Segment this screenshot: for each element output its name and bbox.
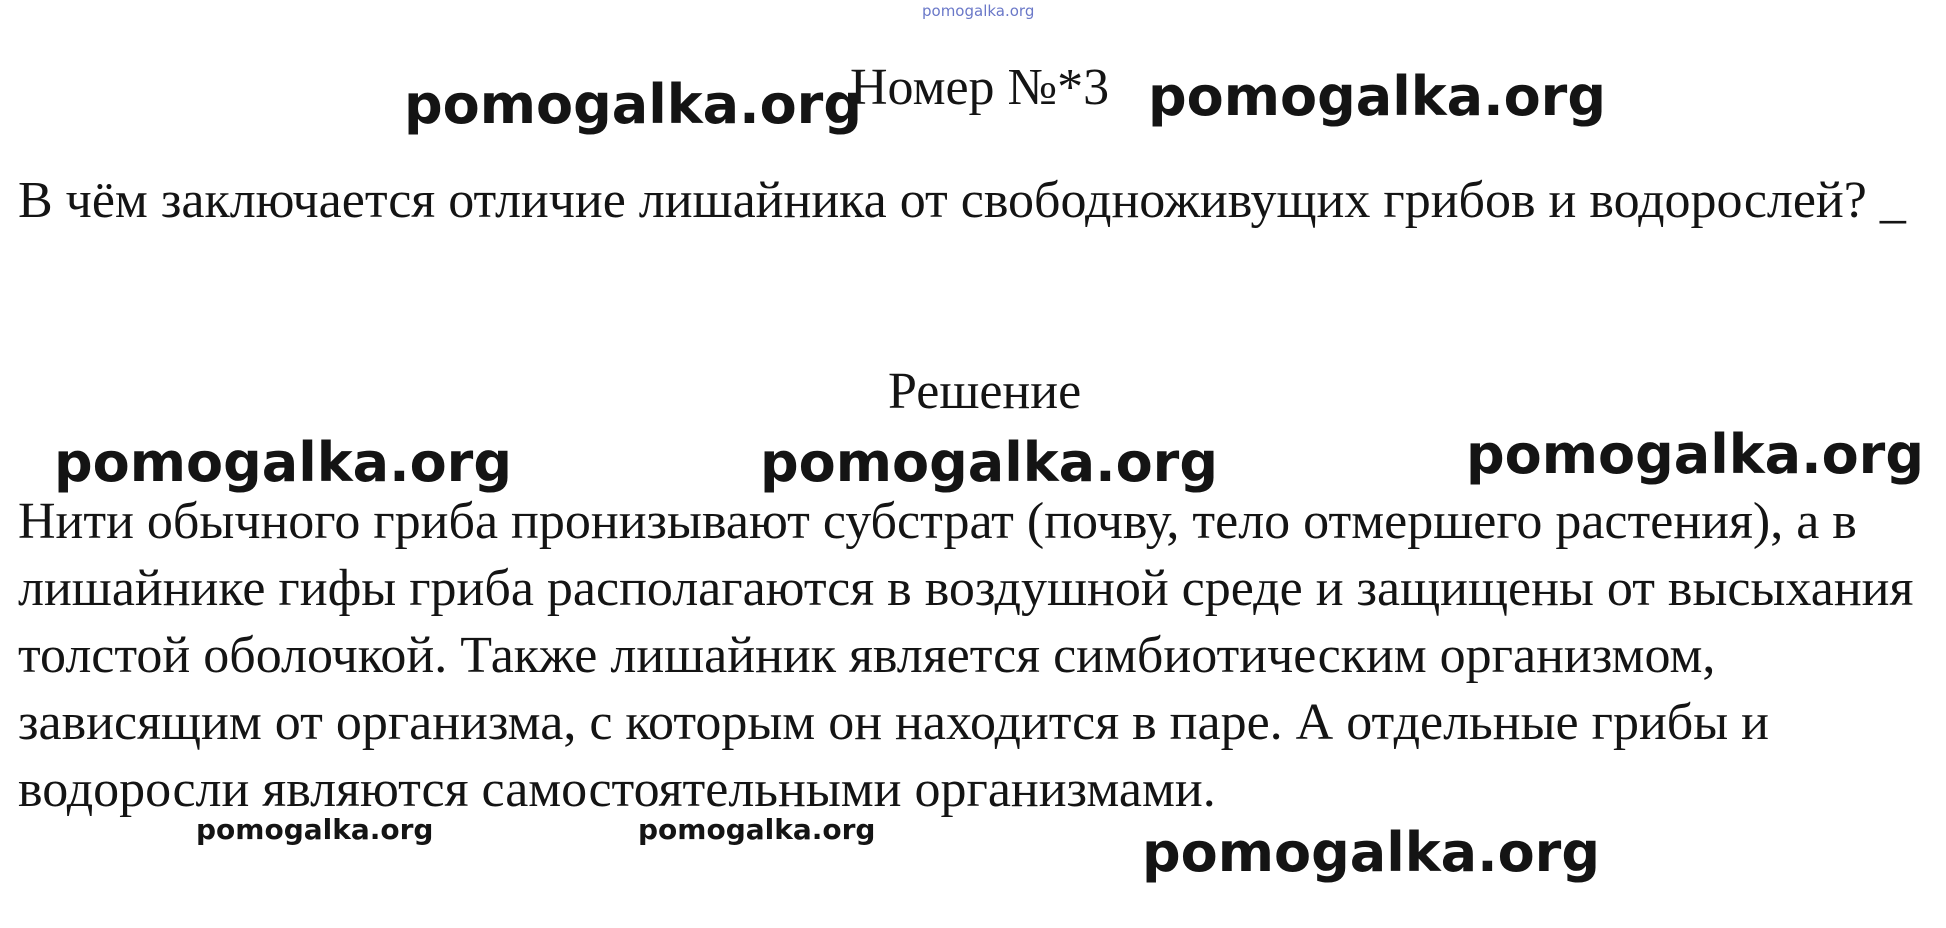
- question-text: В чём заключается отличие лишайника от свободноживущих грибов и водорослей? _: [18, 172, 1906, 229]
- watermark-bottom-small-left: pomogalka.org: [196, 813, 434, 846]
- watermark-header-right: pomogalka.org: [1148, 65, 1606, 128]
- watermark-header-left: pomogalka.org: [404, 73, 862, 136]
- watermark-mid-left: pomogalka.org: [54, 431, 512, 494]
- solution-text: Нити обычного гриба пронизывают субстрат (почву, тело отмершего растения), а в лишайнике гифы гриба располагаются в воздушной среде и защищены от высыхания толстой оболочкой. Также лишайник является симбиотическим организмом, зависящим от организма, с которым он находится в паре. А отдельные грибы и водоросли являются самостоятельными организмами.: [18, 493, 1914, 818]
- top-watermark[interactable]: pomogalka.org: [922, 2, 1035, 20]
- task-number-title: Номер №*3: [850, 59, 1110, 116]
- watermark-bottom-small-center: pomogalka.org: [638, 813, 876, 846]
- watermark-mid-right: pomogalka.org: [1466, 423, 1924, 486]
- watermark-mid-center: pomogalka.org: [760, 431, 1218, 494]
- watermark-bottom-right: pomogalka.org: [1142, 821, 1600, 884]
- solution-heading: Решение: [888, 363, 1082, 420]
